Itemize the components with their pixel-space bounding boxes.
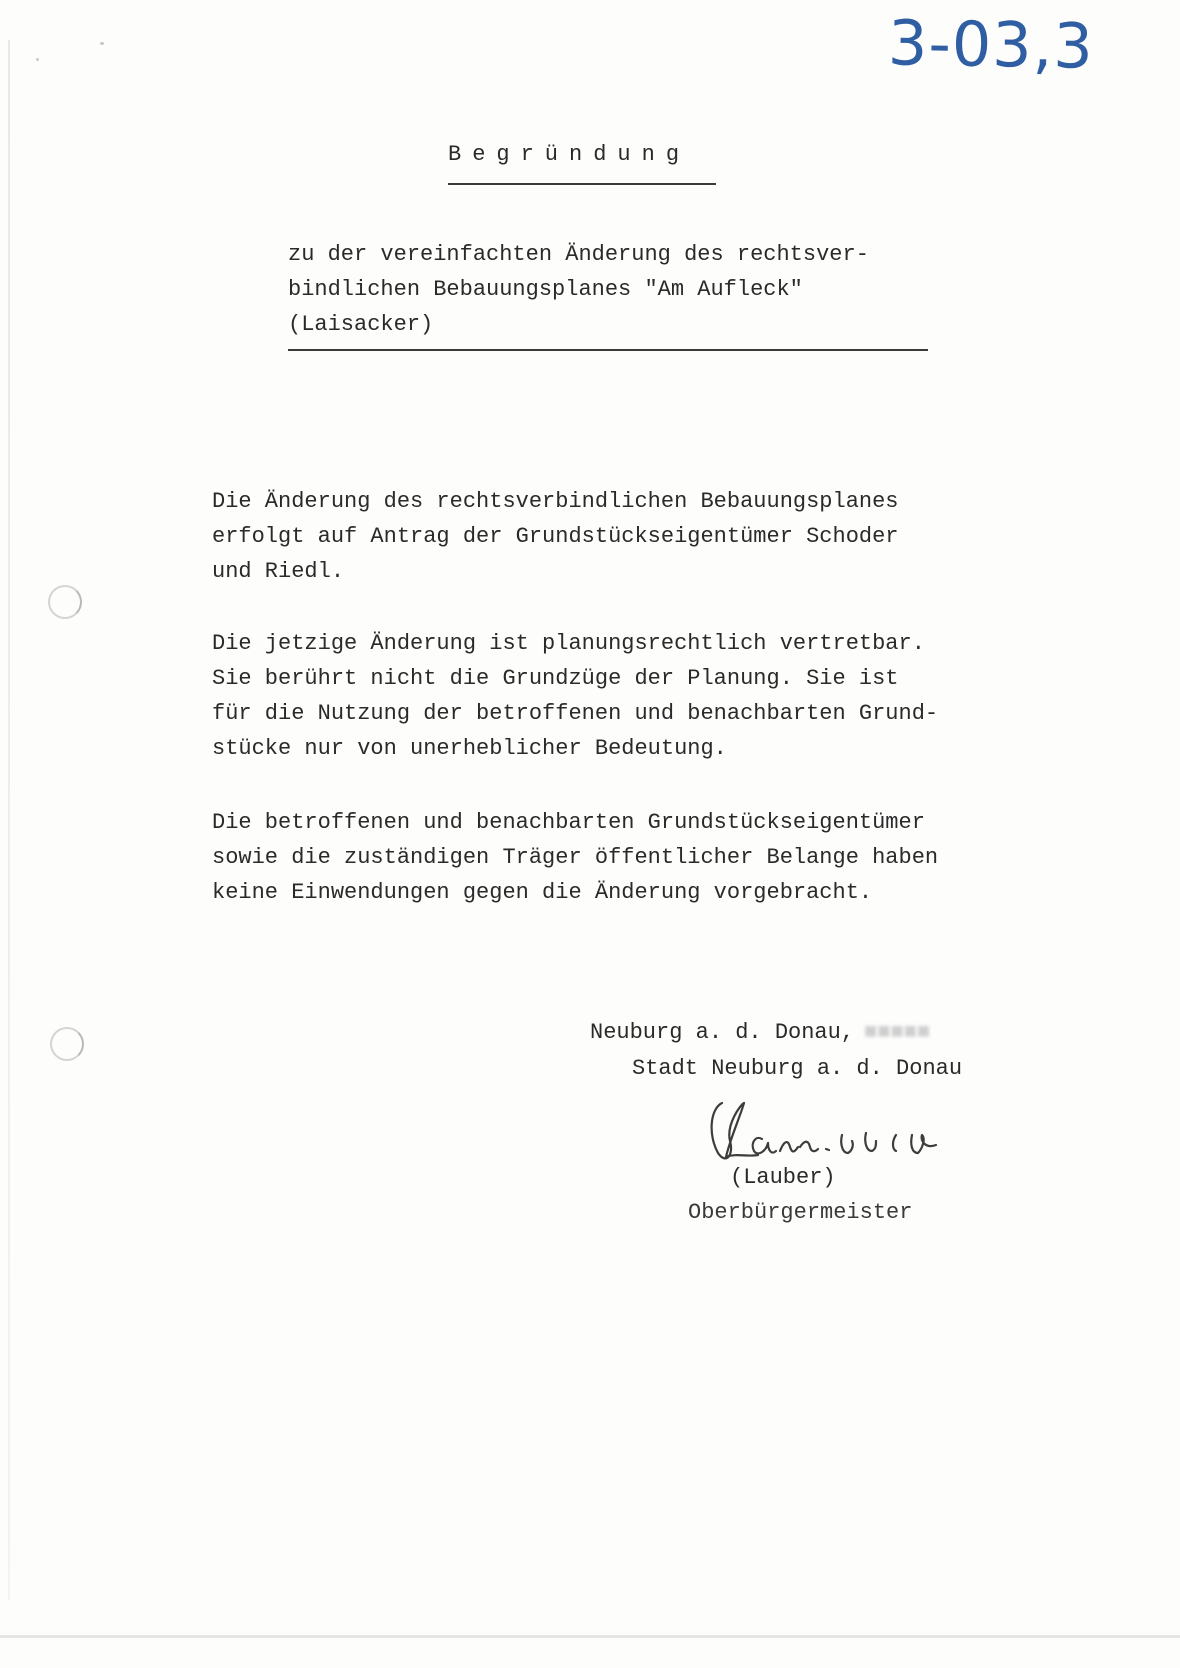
redacted-date: ■■■■■	[864, 1020, 931, 1045]
paragraph-line: Die jetzige Änderung ist planungsrechtlich vertretbar.	[212, 631, 925, 656]
paragraph-line: stücke nur von unerheblicher Bedeutung.	[212, 736, 727, 761]
paragraph-line: keine Einwendungen gegen die Änderung vorgebracht.	[212, 880, 873, 905]
paragraph-line: Die betroffenen und benachbarten Grundstückseigentümer	[212, 810, 925, 835]
handwritten-signature	[700, 1095, 985, 1175]
document-subject	[288, 237, 869, 342]
paragraph-line: erfolgt auf Antrag der Grundstückseigentümer Schoder	[212, 524, 899, 549]
scan-left-edge	[8, 40, 10, 1600]
closing-place: Neuburg a. d. Donau,	[590, 1020, 855, 1045]
signer-title: Oberbürgermeister	[688, 1200, 913, 1225]
subject-line: bindlichen Bebauungsplanes "Am Aufleck"	[288, 277, 803, 302]
punch-hole	[50, 1027, 84, 1061]
paragraph-request	[212, 484, 899, 589]
paragraph-line: für die Nutzung der betroffenen und benachbarten Grund-	[212, 701, 939, 726]
paragraph-line: Sie berührt nicht die Grundzüge der Planung. Sie ist	[212, 666, 899, 691]
place-and-date	[590, 1020, 930, 1045]
signer-name: (Lauber)	[730, 1165, 836, 1190]
paragraph-line: und Riedl.	[212, 559, 345, 584]
scan-speck	[36, 58, 39, 61]
paragraph-objections	[212, 805, 938, 910]
subject-line: (Laisacker)	[288, 312, 434, 337]
paragraph-line: sowie die zuständigen Träger öffentlicher Belange haben	[212, 845, 939, 870]
punch-hole	[48, 585, 82, 619]
paragraph-assessment	[212, 626, 938, 766]
scan-speck	[100, 42, 104, 45]
signature-text: Lauber	[700, 1095, 704, 1096]
title-underline	[448, 183, 716, 185]
subject-underline	[288, 349, 928, 351]
issuing-authority: Stadt Neuburg a. d. Donau	[632, 1056, 963, 1081]
handwritten-reference-number: 3-03,3	[887, 6, 1095, 83]
document-title: Begründung	[448, 142, 691, 167]
paragraph-line: Die Änderung des rechtsverbindlichen Bebauungsplanes	[212, 489, 899, 514]
scan-bottom-edge	[0, 1635, 1180, 1638]
subject-line: zu der vereinfachten Änderung des rechtsver-	[288, 242, 869, 267]
